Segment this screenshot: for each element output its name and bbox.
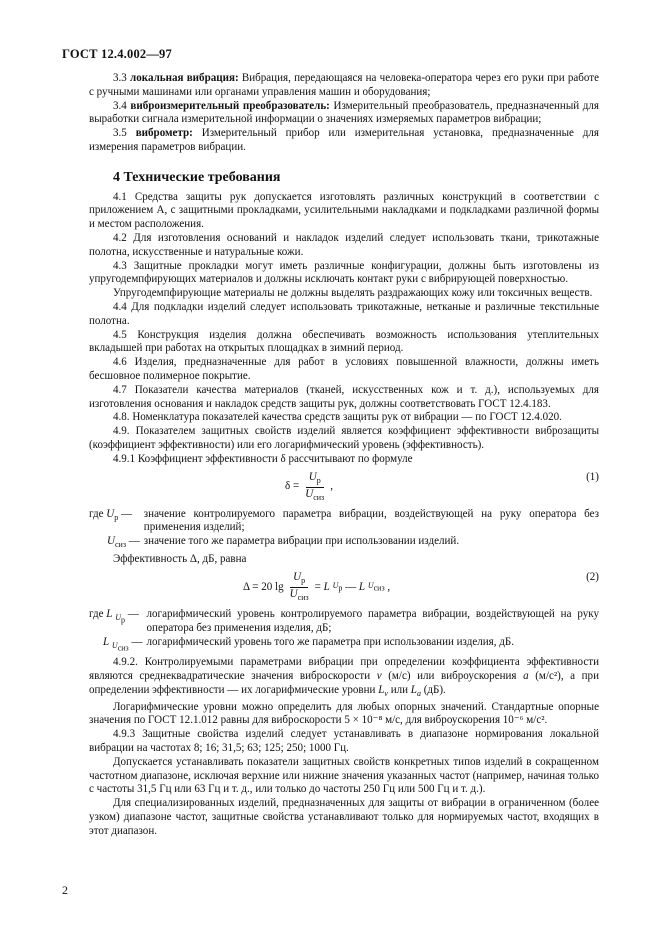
formula-1-tail: , <box>330 480 333 493</box>
paragraph: Допускается устанавливать показатели защитных свойств конкретных типов изделий в сокращенном частотном диапазоне, исключая верхние или нижние значения указанных частот (например, начиная только с частоты 31,5 Гц или 63 Гц и т. д., или только до частоты 250 Гц или 500 Гц и т. д.). <box>89 755 599 796</box>
paragraph: 4.4 Для подкладки изделий следует использовать трикотажные, нетканые и различные текстильные полотна. <box>89 300 599 327</box>
paragraph: 4.9.1 Коэффициент эффективности δ рассчитывают по формуле <box>113 452 413 465</box>
definition-3-4: 3.4 виброизмерительный преобразователь: Измерительный преобразователь, предназначенный для выработки сигнала измерительной информации о значениях измеряемых параметров вибрации; <box>89 99 599 126</box>
formula-2: Δ = 20 lg $\frac{U_р}{U_{сиз}}$ = L $U_р$ — L $U_{сиз}$ , (2) <box>243 570 599 603</box>
document-header: ГОСТ 12.4.002—97 <box>62 47 172 61</box>
formula-1-where <box>89 508 599 553</box>
paragraph: 4.9. Показателем защитных свойств изделий является коэффициент эффективности виброзащиты (коэффициент эффективности) или его логарифмический уровень (эффективность). <box>89 425 599 451</box>
where-text: значение того же параметра вибрации при использовании изделий. <box>143 535 460 548</box>
paragraph: Эффективность Δ, дБ, равна <box>113 553 247 566</box>
paragraph: 4.9.3 Защитные свойства изделий следует устанавливать в диапазоне нормирования локальной вибрации на частотах 8; 16; 31,5; 63; 125; 250; 1000 Гц. <box>89 728 599 755</box>
where-text: значение контролируемого параметра вибрации, воздействующей на руку оператора без применения изделий; <box>143 507 599 534</box>
formula-1 <box>89 467 599 507</box>
paragraph: Для специализированных изделий, предназначенных для защиты от вибрации в ограниченном (более узком) диапазоне частот, защитные свойства устанавливают только для нормируемых частот, входящих в этот диапазон. <box>89 797 599 837</box>
where-label: $U_{сиз}$ — <box>107 535 140 550</box>
formula-1-fraction: $\frac{U_р}{U_{сиз}}$ <box>305 470 325 502</box>
definition-3-3: 3.3 локальная вибрация: Вибрация, передающаяся на человека-оператора через его руки при работе с ручными машинами или органами управления машин и оборудования; <box>89 72 599 98</box>
where-text: логарифмический уровень контролируемого параметра вибрации, воздействующей на руку оператора без применения изделия, дБ; <box>146 607 599 634</box>
paragraph: 4.5 Конструкция изделия должна обеспечивать возможность использования утеплительных вкладышей при работах на открытых площадках в зимний период. <box>89 328 599 355</box>
where-label: L $_{U_{сиз}}$ — <box>103 635 143 653</box>
paragraph: Упругодемпфирующие материалы не должны выделять раздражающих кожу или токсичных веществ. <box>113 287 593 300</box>
paragraph: Логарифмические уровни можно определить для любых опорных значений. Стандартные опорные значения по ГОСТ 12.1.012 равны для виброскорости 5 × 10⁻⁸ м/с, для виброускорения 10⁻⁶ м/с². <box>89 700 599 727</box>
paragraph: 4.2 Для изготовления оснований и накладок изделий следует использовать ткани, трикотажные полотна, искусственные и натуральные кожи. <box>89 231 599 258</box>
where-label: где $U_р$ — <box>89 507 133 522</box>
page-number: 2 <box>62 883 68 897</box>
where-text: логарифмический уровень того же параметра при использовании изделия, дБ. <box>146 635 515 648</box>
paragraph: 4.3 Защитные прокладки могут иметь различные конфигурации, должны быть изготовлены из упругодемпфирующих материалов и должны исключать контакт руки с вибрирующей поверхностью. <box>89 259 599 286</box>
section-title: 4 Технические требования <box>113 169 281 185</box>
paragraph: 4.1 Средства защиты рук допускается изготовлять различных конструкций в соответствии с приложением А, с защитными прокладками, усилительными накладками и подкладками различной формы и местом расположения. <box>89 190 599 231</box>
paragraph: 4.8. Номенклатура показателей качества средств защиты рук от вибрации — по ГОСТ 12.4.020. <box>113 411 562 424</box>
formula-2-number: (2) <box>586 570 599 583</box>
document-body <box>89 72 599 839</box>
formula-2-where <box>89 608 599 655</box>
paragraph: 4.6 Изделия, предназначенные для работ в условиях повышенной влажности, должны иметь бесшовное полимерное покрытие. <box>89 356 599 382</box>
formula-2-eq: = <box>314 580 321 593</box>
formula-1-lhs: δ = <box>285 480 300 493</box>
definition-3-5: 3.5 виброметр: Измерительный прибор или измерительная установка, предназначенные для измерения параметров вибрации. <box>89 127 600 153</box>
paragraph-4-9-2: 4.9.2. Контролируемыми параметрами вибрации при определении коэффициента эффективности являются среднеквадратические значения виброскорости v (м/с) или виброускорения a (м/с²), а при определении эффективности — их логарифмические уровни $L_v$ или $L_a$ (дБ). <box>89 656 599 698</box>
formula-2-lhs: Δ = 20 lg <box>243 580 284 593</box>
formula-2-fraction: $\frac{U_р}{U_{сиз}}$ <box>289 570 309 603</box>
paragraph: 4.7 Показатели качества материалов (тканей, искусственных кож и т. д.), используемых для изготовления основания и накладок средств защиты рук, должны соответствовать ГОСТ 12.4.183. <box>89 383 599 410</box>
where-label: где L $_{U_р}$ — <box>89 607 139 625</box>
formula-1-number: (1) <box>586 470 599 483</box>
